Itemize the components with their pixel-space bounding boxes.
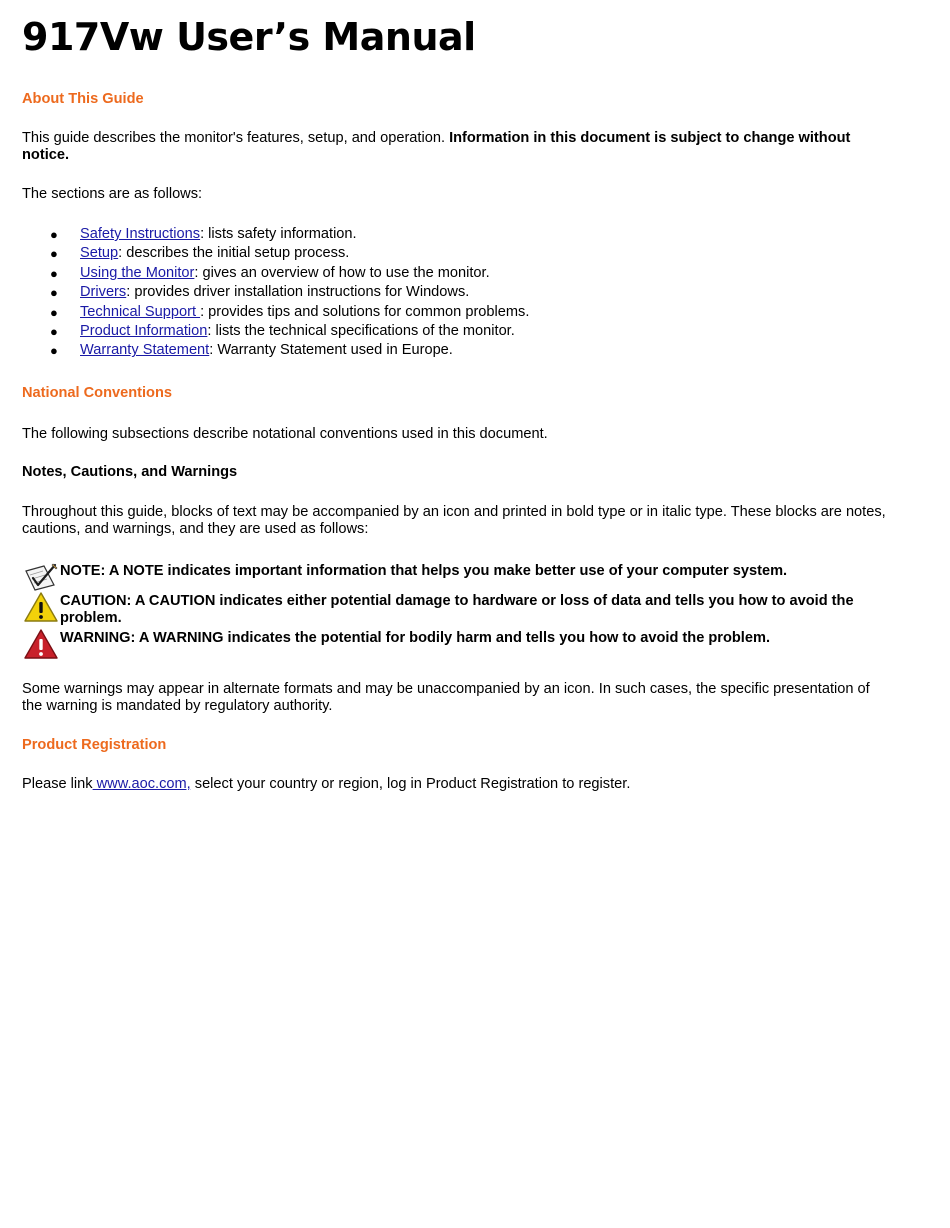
product-registration-heading: Product Registration (22, 737, 167, 753)
bullet-icon: ● (50, 343, 58, 359)
list-item (22, 284, 529, 303)
drivers-link[interactable]: Drivers (80, 284, 127, 301)
sections-intro: The sections are as follows: (22, 186, 203, 202)
aoc-website-link[interactable]: www.aoc.com, (92, 776, 191, 792)
section-description: : lists the technical specifications of the monitor. (207, 322, 515, 339)
note-text: NOTE: A NOTE indicates important information that helps you make better use of your computer system. (60, 563, 788, 579)
list-item (22, 323, 529, 342)
about-intro-text: This guide describes the monitor's features, setup, and operation. (22, 130, 450, 146)
list-item (22, 304, 529, 323)
list-item (22, 245, 529, 264)
using-monitor-link[interactable]: Using the Monitor (80, 264, 195, 281)
product-information-link[interactable]: Product Information (80, 322, 208, 339)
bullet-icon: ● (50, 227, 58, 242)
registration-prefix: Please link (22, 776, 93, 792)
about-guide-heading: About This Guide (22, 91, 144, 107)
about-intro-paragraph (22, 130, 894, 164)
notes-cautions-warnings-heading: Notes, Cautions, and Warnings (22, 464, 238, 480)
bullet-icon: ● (50, 304, 58, 320)
warranty-statement-link[interactable]: Warranty Statement (80, 342, 210, 359)
page-title: 917Vw User’s Manual (22, 15, 476, 59)
caution-triangle-icon (23, 591, 59, 623)
list-item (22, 265, 529, 284)
caution-text: CAUTION: A CAUTION indicates either potential damage to hardware or loss of data and tells you how to avoid the problem. (60, 593, 854, 626)
national-conventions-heading: National Conventions (22, 385, 172, 401)
warning-text: WARNING: A WARNING indicates the potential for bodily harm and tells you how to avoid the problem. (60, 630, 770, 646)
section-description: : provides tips and solutions for common problems. (200, 303, 530, 320)
sections-list (22, 226, 529, 362)
technical-support-link[interactable]: Technical Support (80, 303, 201, 320)
list-item (22, 226, 529, 245)
alternate-formats-paragraph: Some warnings may appear in alternate formats and may be unaccompanied by an icon. In such cases, the specific presentation of the warning is mandated by regulatory authority. (22, 681, 870, 714)
about-intro-notice: Information in this document is subject to change without notice. (22, 130, 851, 163)
safety-instructions-link[interactable]: Safety Instructions (80, 226, 201, 242)
list-item (22, 342, 529, 361)
conventions-body: Throughout this guide, blocks of text may be accompanied by an icon and printed in bold type or in italic type. These blocks are notes, cautions, and warnings, and they are used as follows: (22, 504, 886, 537)
note-pencil-icon (23, 561, 59, 593)
warning-triangle-icon (23, 628, 59, 660)
bullet-icon: ● (50, 285, 58, 301)
section-description: : lists safety information. (200, 226, 357, 242)
section-description: : describes the initial setup process. (118, 245, 350, 262)
bullet-icon: ● (50, 246, 58, 262)
registration-paragraph (22, 776, 894, 793)
registration-suffix: select your country or region, log in Product Registration to register. (190, 776, 631, 792)
bullet-icon: ● (50, 323, 58, 339)
section-description: : provides driver installation instructions for Windows. (126, 284, 470, 301)
bullet-icon: ● (50, 265, 58, 281)
conventions-intro: The following subsections describe notational conventions used in this document. (22, 426, 548, 442)
setup-link[interactable]: Setup (80, 245, 119, 262)
section-description: : Warranty Statement used in Europe. (209, 342, 453, 359)
section-description: : gives an overview of how to use the monitor. (194, 264, 490, 281)
